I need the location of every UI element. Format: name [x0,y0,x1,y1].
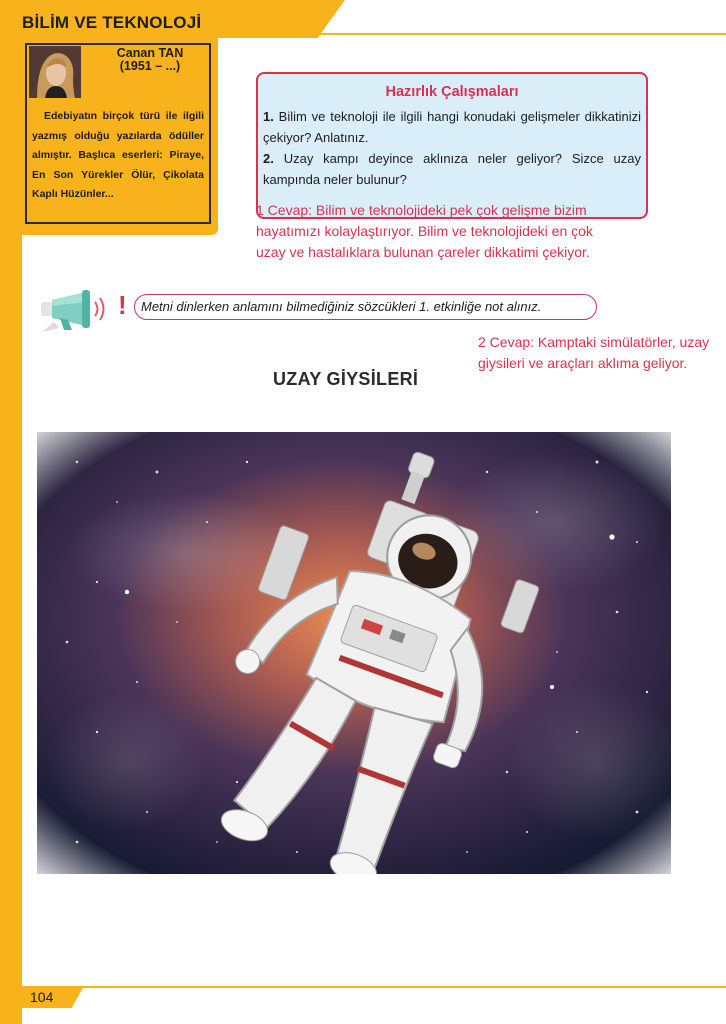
prep-question-2 [263,148,641,190]
prep-q2-number: 2. [263,151,274,166]
prep-q2-text: Uzay kampı deyince aklınıza neler geliyor? Sizce uzay kampında neler bulunur? [263,151,641,187]
author-name: Canan TAN [116,46,184,60]
prep-q1-text: Bilim ve teknoloji ile ilgili hangi konudaki gelişmeler dikkatinizi çekiyor? Anlatınız. [263,109,641,145]
listening-instruction: Metni dinlerken anlamını bilmediğiniz sözcükleri 1. etkinliğe not alınız. [141,299,542,314]
answer-2: 2 Cevap: Kamptaki simülatörler, uzay giysileri ve araçları aklıma geliyor. [478,334,710,371]
author-name-block [86,47,214,73]
megaphone-icon [38,290,110,334]
astronaut-photo [37,432,671,874]
exclamation-icon: ! [118,290,127,320]
page-number: 104 [30,989,54,1005]
author-years: (1951 – ...) [119,59,181,73]
prep-title: Hazırlık Çalışmaları [385,84,519,100]
header-rule [300,33,726,35]
author-bio: Edebiyatın birçok türü ile ilgili yazmış olduğu yazılarda ödüller almıştır. Başlıca eserleri: Piraye, En Son Yürekler Ölür, Çikolata Kaplı Hüzünler... [32,110,204,200]
author-portrait [29,46,81,98]
prep-question-1 [263,106,641,148]
prep-questions [263,106,641,190]
answer-1: 1 Cevap: Bilim ve teknolojideki pek çok gelişme bizim hayatımızı kolaylaştırıyor. Bilim ve teknolojideki en çok uzay ve hastalıklara bulunan çareler dikkatimi çekiyor. [256,202,593,260]
prep-q1-number: 1. [263,109,274,124]
section-title: UZAY GİYSİLERİ [273,369,419,389]
footer-rule [80,986,726,988]
unit-title: BİLİM VE TEKNOLOJİ [22,13,202,32]
